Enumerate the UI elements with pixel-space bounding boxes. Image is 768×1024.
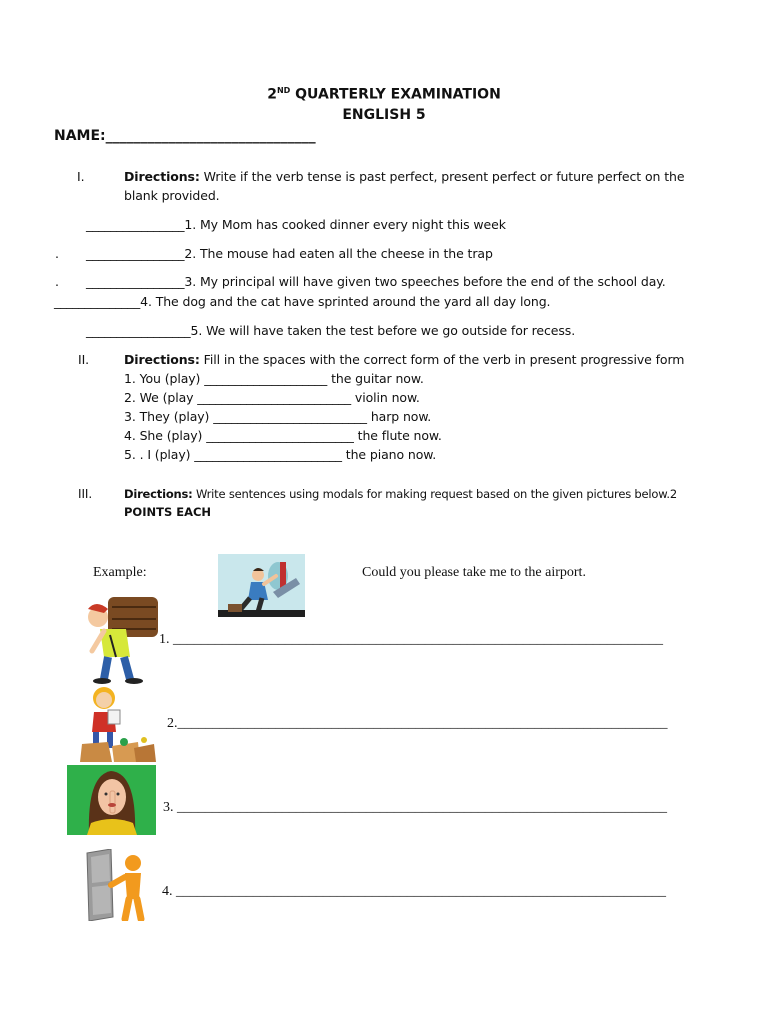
answer-line-3[interactable]: 3. ______________________________________________________________________ <box>163 800 667 815</box>
answer-line-1[interactable]: 1. ______________________________________________________________________ <box>159 632 663 647</box>
section1-item-bullet: . <box>55 246 59 261</box>
man-carrying-crate-icon <box>78 595 160 685</box>
section3-directions-cont: POINTS EACH <box>124 505 212 519</box>
girl-with-boxes-icon <box>78 684 158 764</box>
section1-directions: Directions: Write if the verb tense is past perfect, present perfect or future perfect on the <box>124 169 685 184</box>
example-label: Example: <box>93 565 147 580</box>
section2-item: 1. You (play) ____________________ the guitar now. <box>124 371 424 386</box>
section2-directions: Directions: Fill in the spaces with the correct form of the verb in present progressive form <box>124 352 685 367</box>
answer-line-4[interactable]: 4. ______________________________________________________________________ <box>162 884 666 899</box>
example-sentence: Could you please take me to the airport. <box>362 565 586 580</box>
person-opening-door-icon <box>83 849 149 921</box>
section1-item: ________________3. My principal will have given two speeches before the end of the school day. <box>86 274 666 289</box>
section1-item: ________________1. My Mom has cooked dinner every night this week <box>86 217 506 232</box>
exam-subject: ENGLISH 5 <box>342 107 426 123</box>
exam-title: 2ND QUARTERLY EXAMINATION <box>267 86 501 103</box>
name-field-label: NAME:______________________________ <box>54 128 316 144</box>
section1-item-bullet: . <box>55 274 59 289</box>
man-at-airport-icon <box>218 554 305 617</box>
section2-item: 4. She (play) ________________________ the flute now. <box>124 428 442 443</box>
section2-numeral: II. <box>78 352 90 367</box>
woman-shushing-icon <box>67 765 156 835</box>
section2-item: 2. We (play _________________________ violin now. <box>124 390 420 405</box>
section1-item: ________________2. The mouse had eaten all the cheese in the trap <box>86 246 493 261</box>
section1-item: _________________5. We will have taken the test before we go outside for recess. <box>86 323 576 338</box>
section1-directions-cont: blank provided. <box>124 188 220 203</box>
answer-line-2[interactable]: 2.______________________________________________________________________ <box>167 716 668 731</box>
section1-item: ______________4. The dog and the cat have sprinted around the yard all day long. <box>54 294 551 309</box>
section1-numeral: I. <box>77 169 85 184</box>
section3-numeral: III. <box>78 487 93 501</box>
section3-directions: Directions: Write sentences using modals for making request based on the given pictures below.2 <box>124 487 677 501</box>
section2-item: 3. They (play) _________________________ harp now. <box>124 409 432 424</box>
section2-item: 5. . I (play) ________________________ the piano now. <box>124 447 437 462</box>
